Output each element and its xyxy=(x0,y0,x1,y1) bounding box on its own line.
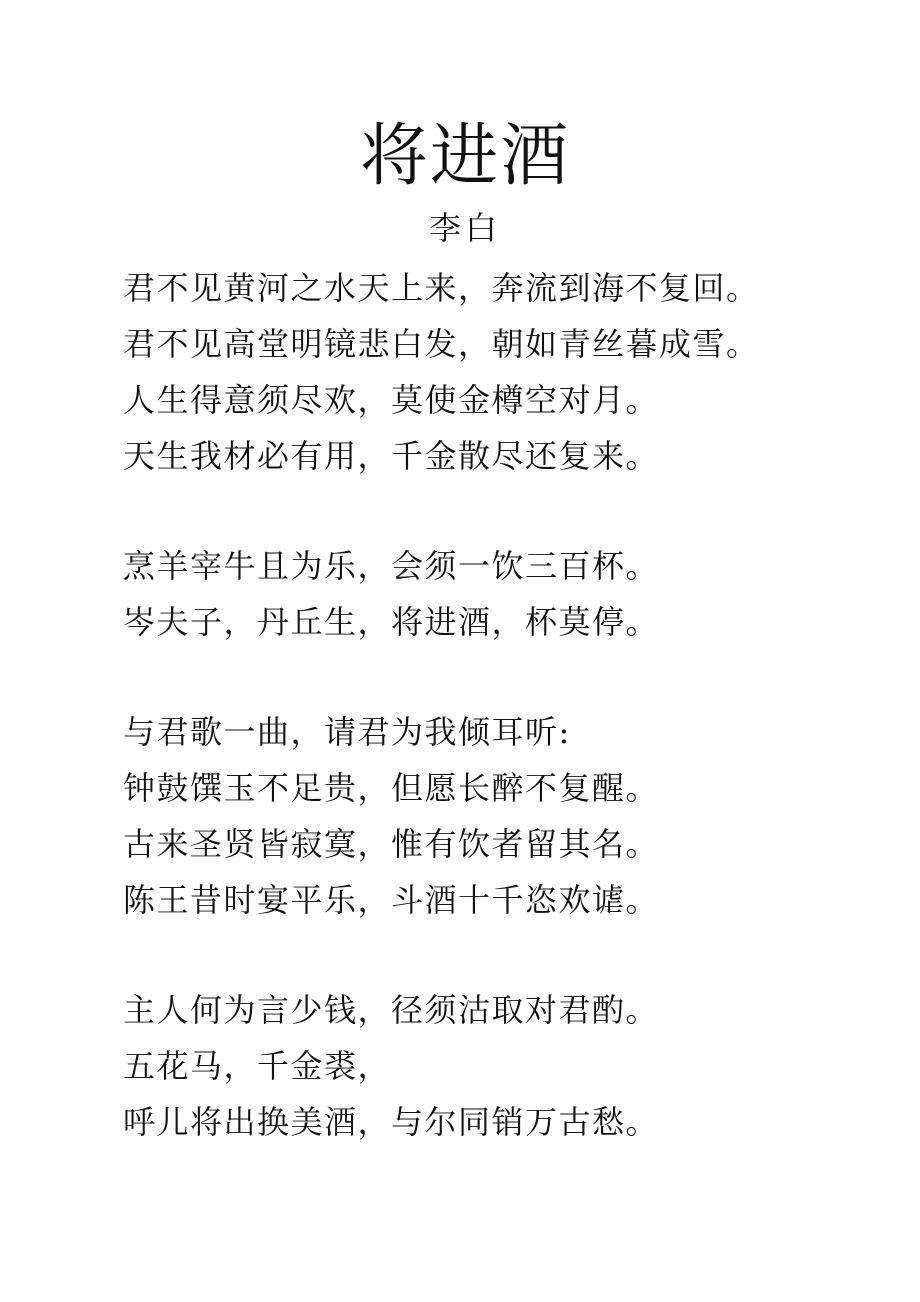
poem-line: 天生我材必有用，千金散尽还复来。 xyxy=(123,437,660,475)
poem-line: 钟鼓馔玉不足贵，但愿长醉不复醒。 xyxy=(123,769,660,807)
stanza-1 xyxy=(123,260,883,484)
stanza-3 xyxy=(123,704,883,928)
stanza-4 xyxy=(123,982,883,1150)
poem-author: 李白 xyxy=(428,209,501,247)
poem-line: 君不见高堂明镜悲白发，朝如青丝暮成雪。 xyxy=(123,325,760,363)
poem-line: 古来圣贤皆寂寞，惟有饮者留其名。 xyxy=(123,825,660,863)
poem-line: 岑夫子，丹丘生，将进酒，杯莫停。 xyxy=(123,603,660,641)
poem-line: 五花马，千金裘， xyxy=(123,1047,392,1085)
poem-line: 君不见黄河之水天上来，奔流到海不复回。 xyxy=(123,269,760,307)
poem-line: 陈王昔时宴平乐，斗酒十千恣欢谑。 xyxy=(123,881,660,919)
poem-line: 烹羊宰牛且为乐，会须一饮三百杯。 xyxy=(123,547,660,585)
poem-line: 主人何为言少钱，径须沽取对君酌。 xyxy=(123,991,660,1029)
poem-title: 将进酒 xyxy=(359,117,570,196)
poem-line: 呼儿将出换美酒，与尔同销万古愁。 xyxy=(123,1103,660,1141)
poem-body xyxy=(123,260,883,1150)
poem-line: 与君歌一曲，请君为我倾耳听: xyxy=(123,713,571,751)
poem-line: 人生得意须尽欢，莫使金樽空对月。 xyxy=(123,381,660,419)
stanza-2 xyxy=(123,538,883,650)
